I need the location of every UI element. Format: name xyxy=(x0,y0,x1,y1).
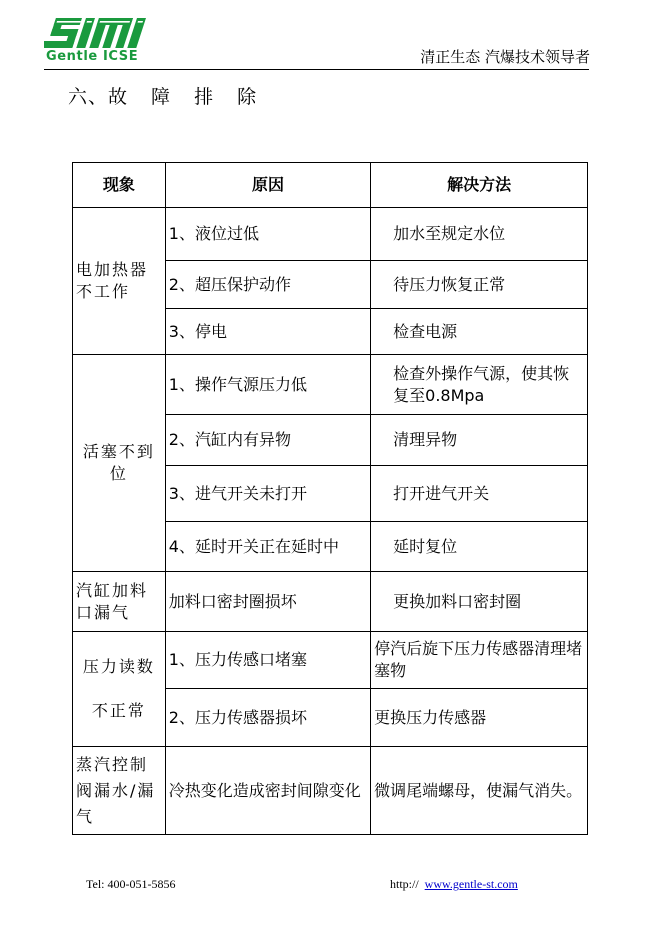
table-row xyxy=(73,632,588,689)
cause-cell: 1、操作气源压力低 xyxy=(165,355,370,415)
symptom-cell: 电加热器不工作 xyxy=(73,208,166,355)
symptom-cell: 汽缸加料口漏气 xyxy=(73,572,166,632)
solution-cell: 延时复位 xyxy=(371,522,588,572)
header-symptom: 现象 xyxy=(73,163,166,208)
header-cause: 原因 xyxy=(165,163,370,208)
table-row xyxy=(73,208,588,261)
solution-cell: 待压力恢复正常 xyxy=(371,261,588,309)
footer-web-label: http:// xyxy=(390,877,419,891)
section-title-text: 故 障 排 除 xyxy=(108,86,266,108)
cause-cell: 加料口密封圈损坏 xyxy=(165,572,370,632)
symptom-cell: 活塞不到位 xyxy=(73,355,166,572)
symptom-line: 不正常 xyxy=(91,701,146,720)
solution-cell: 检查电源 xyxy=(371,309,588,355)
simi-logo-mark xyxy=(44,18,168,48)
footer-phone: Tel: 400-051-5856 xyxy=(86,877,176,891)
troubleshooting-table xyxy=(72,162,588,835)
footer-website xyxy=(390,877,518,892)
table-header-row xyxy=(73,163,588,208)
header-solution: 解决方法 xyxy=(371,163,588,208)
solution-cell: 打开进气开关 xyxy=(371,466,588,522)
company-logo xyxy=(44,18,168,66)
solution-cell: 微调尾端螺母，使漏气消失。 xyxy=(371,747,588,835)
section-number: 六、 xyxy=(68,86,109,108)
solution-cell: 更换加料口密封圈 xyxy=(371,572,588,632)
cause-cell: 3、进气开关未打开 xyxy=(165,466,370,522)
cause-cell: 1、压力传感口堵塞 xyxy=(165,632,370,689)
cause-cell: 2、压力传感器损坏 xyxy=(165,689,370,747)
solution-cell: 清理异物 xyxy=(371,415,588,466)
cause-cell: 1、液位过低 xyxy=(165,208,370,261)
website-link[interactable]: www.gentle-st.com xyxy=(424,877,518,891)
cause-cell: 冷热变化造成密封间隙变化 xyxy=(165,747,370,835)
logo-subtitle: Gentle ICSE xyxy=(46,49,139,64)
symptom-cell xyxy=(73,632,166,747)
symptom-line: 压力读数 xyxy=(82,657,155,676)
header-slogan: 清正生态 汽爆技术领导者 xyxy=(420,48,590,66)
solution-cell: 停汽后旋下压力传感器清理堵塞物 xyxy=(371,632,588,689)
cause-cell: 4、延时开关正在延时中 xyxy=(165,522,370,572)
solution-cell: 检查外操作气源，使其恢复至0.8Mpa xyxy=(371,355,588,415)
cause-cell: 2、汽缸内有异物 xyxy=(165,415,370,466)
cause-cell: 3、停电 xyxy=(165,309,370,355)
solution-cell: 更换压力传感器 xyxy=(371,689,588,747)
symptom-cell: 蒸汽控制阀漏水/漏气 xyxy=(73,747,166,835)
section-title xyxy=(68,82,265,109)
table-row xyxy=(73,747,588,835)
table-row xyxy=(73,355,588,415)
cause-cell: 2、超压保护动作 xyxy=(165,261,370,309)
header-divider xyxy=(44,69,589,70)
table-row xyxy=(73,572,588,632)
solution-cell: 加水至规定水位 xyxy=(371,208,588,261)
